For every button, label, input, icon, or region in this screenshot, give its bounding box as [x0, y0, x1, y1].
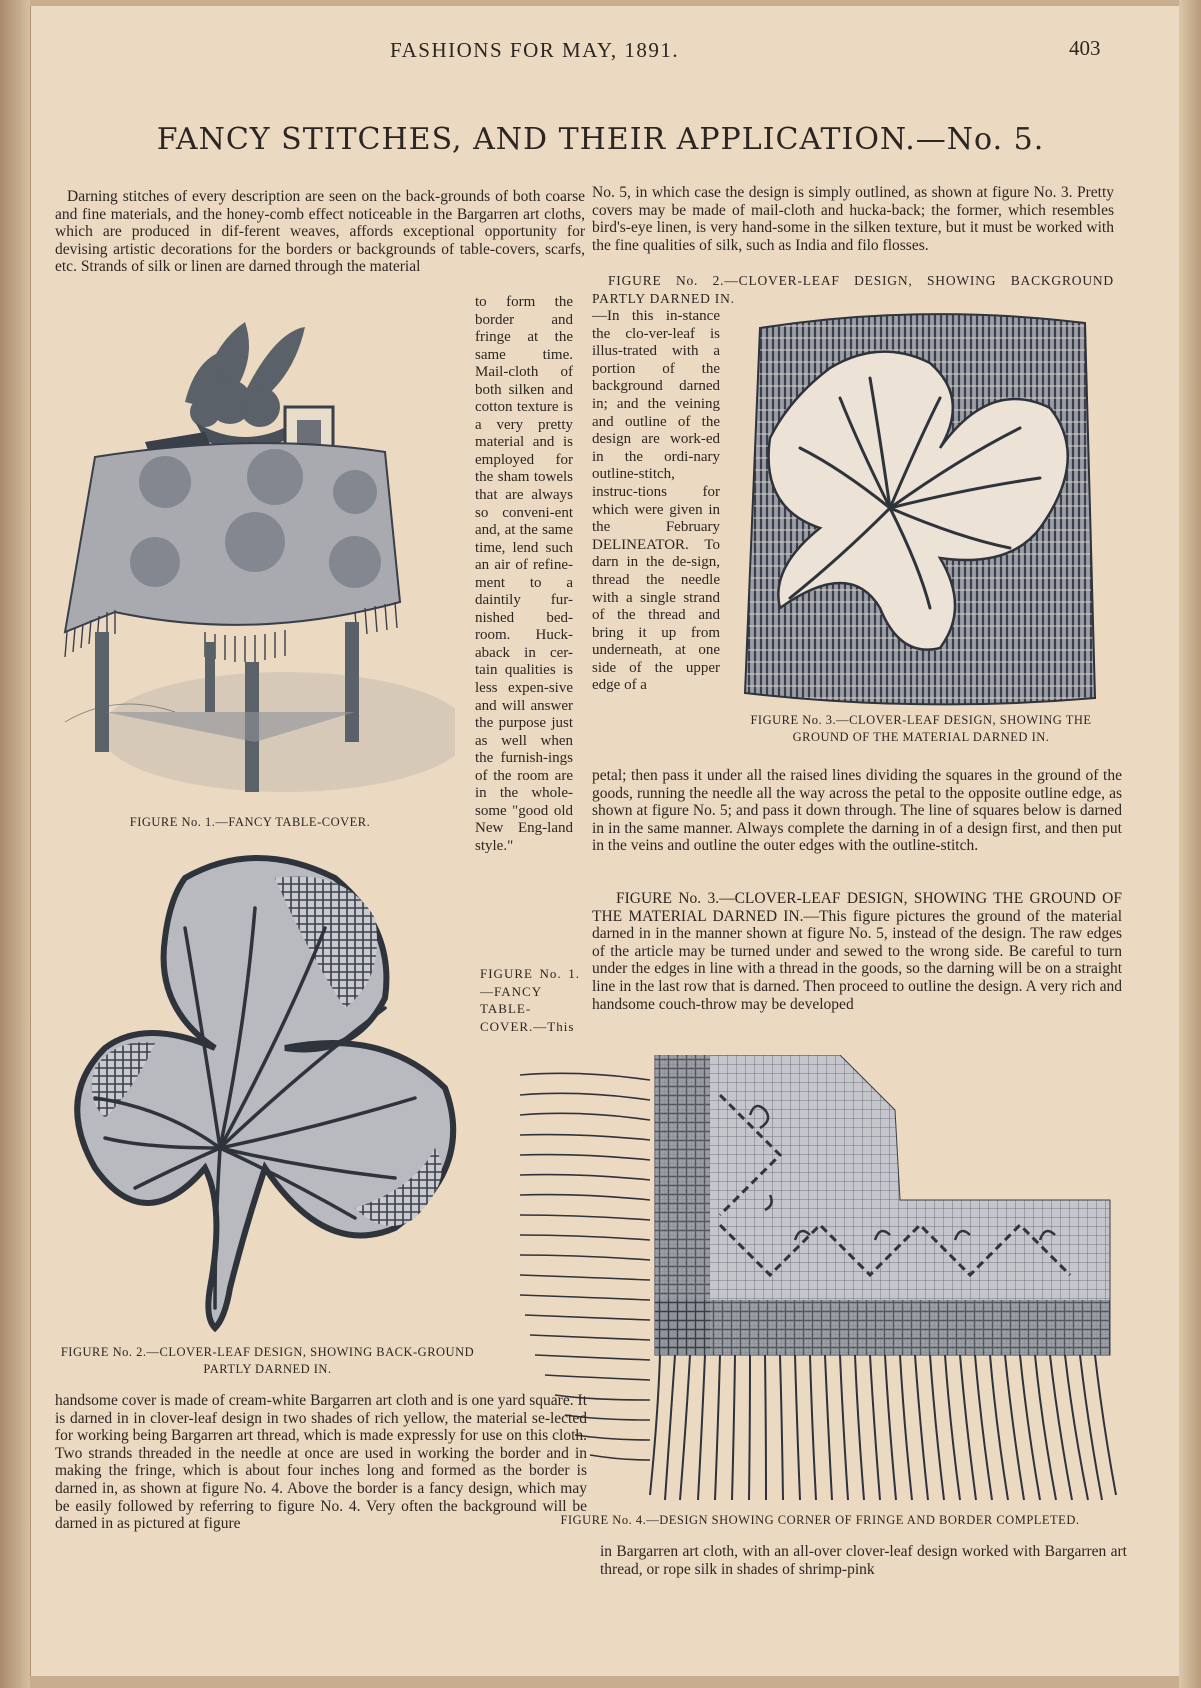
figure-1-caption: FIGURE No. 1.—FANCY TABLE-COVER. [129, 815, 371, 829]
figure-2-caption: FIGURE No. 2.—CLOVER-LEAF DESIGN, SHOWING BACK-GROUND PARTLY DARNED IN. [60, 1345, 475, 1376]
column-2-bottom-paragraph: in Bargarren art cloth, with an all-over clover-leaf design worked with Bargarren art thread, or rope silk in shades of shrimp-pink [600, 1543, 1127, 1578]
figure-2-heading: FIGURE No. 2.—CLOVER-LEAF DESIGN, SHOWING BACKGROUND PARTLY DARNED IN. [592, 273, 1114, 306]
figure-2-description: —In this in-stance the clo-ver-leaf is illus-trated with a portion of the background darned in; and the veining and outline of the design are work-ed in the ordi-nary outline-stitch, instruc-tions for which were given in the February DELINEATOR. To darn in the de-sign, thread the needle with a single strand of the thread and bring it up from underneath, at one side of the upper edge of a [592, 308, 720, 694]
running-header: FASHIONS FOR MAY, 1891. [390, 38, 680, 62]
figure-1-table-cover [55, 312, 455, 807]
page-number: 403 [1069, 36, 1101, 60]
figure-4-caption: FIGURE No. 4.—DESIGN SHOWING CORNER OF FRINGE AND BORDER COMPLETED. [560, 1513, 1080, 1527]
article-title: FANCY STITCHES, AND THEIR APPLICATION.—No. 5. [156, 122, 1045, 157]
intro-paragraph: Darning stitches of every description are seen on the back-grounds of both coarse and fine materials, and the honey-comb effect noticeable in the Bargarren art cloths, which are produced in dif-ferent weaves, affords exceptional opportunity for devising artistic decorations for the borders or backgrounds of table-covers, scarfs, etc. Strands of silk or linen are darned through the material [55, 188, 585, 276]
book-spine-shadow [0, 0, 30, 1688]
figure-3-caption: FIGURE No. 3.—CLOVER-LEAF DESIGN, SHOWING THE GROUND OF THE MATERIAL DARNED IN. [750, 713, 1092, 744]
figure-3-paragraph: FIGURE No. 3.—CLOVER-LEAF DESIGN, SHOWING THE GROUND OF THE MATERIAL DARNED IN.—This figure pictures the ground of the material darned in in the manner shown at figure No. 5, instead of the design. The raw edges of the article may be turned under and sewed to the wrong side. Be careful to turn under the edges in line with a thread in the goods, so the darning will be on a straight line in the last row that is darned. Then proceed to outline the design. A very rich and handsome couch-throw may be developed [592, 890, 1122, 1013]
figure-2-clover-leaf [55, 848, 475, 1338]
narrow-column-text: to form the border and fringe at the same time. Mail-cloth of both silken and cotton texture is a very pretty material and is employed for the sham towels that are always so conveni-ent and, at the same time, lend such an air of refine-ment to a daintily fur-nished bed-room. Huck-aback in cer-tain qualities is less expen-sive and will answer the purpose just as well when the furnish-ings of the room are in the whole-some "good old New Eng-land style." [475, 294, 573, 854]
figure-3-clover-leaf-ground-darned [740, 308, 1102, 708]
page-edge-shadow [1179, 0, 1201, 1688]
column-2-top-paragraph: No. 5, in which case the design is simply outlined, as shown at figure No. 3. Pretty covers may be made of mail-cloth and hucka-back; the former, which resembles bird's-eye linen, is very hand-some in the silken texture, but it must be worked with the fine qualities of silk, such as India and filo flosses. [592, 184, 1114, 254]
column-1-bottom-paragraph: handsome cover is made of cream-white Bargarren art cloth and is one yard square. It is darned in in clover-leaf design in two shades of rich yellow, the material se-lected for working being Bargarren art thread, which is made expressly for use on this cloth. Two strands threaded in the needle at once are used in working the border and in making the fringe, which is about four inches long and formed as the border is darned in, as shown at figure No. 4. Above the border is a fancy design, which may be easily followed by referring to figure No. 4. Very often the background will be darned in as pictured at figure [55, 1392, 587, 1533]
column-2-continuation: petal; then pass it under all the raised lines dividing the squares in the ground of the goods, running the needle all the way across the petal to the opposite outline edge, as shown at figure No. 5; and pass it down through. The line of squares below is darned in in the same manner. Always complete the darning in of a design first, and then put in the veins and outline the outer edges with the outline-stitch. [592, 767, 1122, 855]
figure-1-description-start: FIGURE No. 1.—FANCY TABLE-COVER.—This [480, 966, 580, 1034]
figure-4-fringe-corner [520, 1055, 1120, 1510]
